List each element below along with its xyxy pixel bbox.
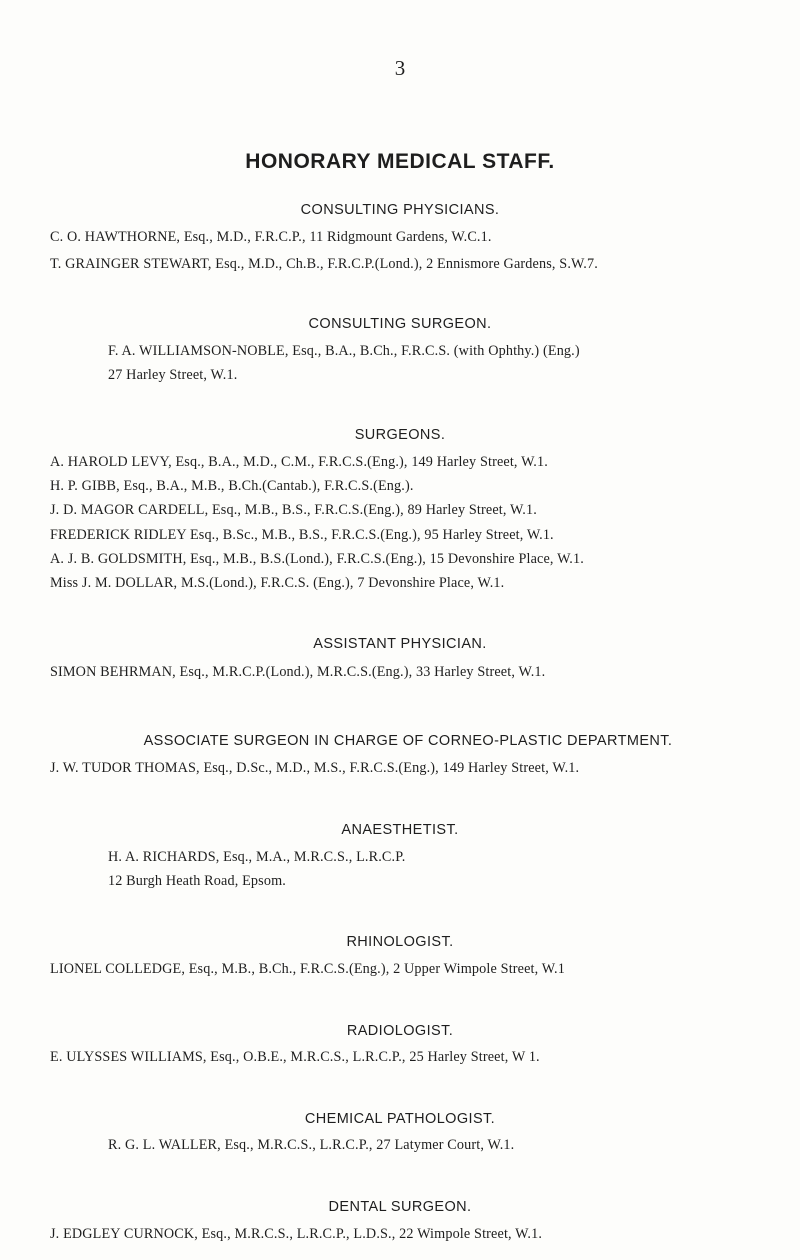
staff-entry: C. O. HAWTHORNE, Esq., M.D., F.R.C.P., 11 Ridgmount Gardens, W.C.1.: [50, 229, 492, 245]
staff-entry: A. J. B. GOLDSMITH, Esq., M.B., B.S.(Lond.), F.R.C.S.(Eng.), 15 Devonshire Place, W.1.: [50, 551, 584, 567]
staff-entry: LIONEL COLLEDGE, Esq., M.B., B.Ch., F.R.C.S.(Eng.), 2 Upper Wimpole Street, W.1: [50, 961, 565, 977]
staff-entry: J. D. MAGOR CARDELL, Esq., M.B., B.S., F.R.C.S.(Eng.), 89 Harley Street, W.1.: [50, 502, 537, 518]
staff-entry: Miss J. M. DOLLAR, M.S.(Lond.), F.R.C.S. (Eng.), 7 Devonshire Place, W.1.: [50, 575, 505, 591]
staff-address: 27 Harley Street, W.1.: [108, 367, 238, 383]
section-heading-rhinologist: RHINOLOGIST.: [346, 934, 454, 950]
staff-entry: H. P. GIBB, Esq., B.A., M.B., B.Ch.(Cantab.), F.R.C.S.(Eng.).: [50, 478, 414, 494]
section-heading-consulting-physicians: CONSULTING PHYSICIANS.: [300, 202, 500, 218]
staff-entry: H. A. RICHARDS, Esq., M.A., M.R.C.S., L.R.C.P.: [108, 849, 406, 865]
section-heading-dental-surgeon: DENTAL SURGEON.: [328, 1199, 472, 1215]
section-heading-consulting-surgeon: CONSULTING SURGEON.: [308, 316, 492, 332]
section-heading-surgeons: SURGEONS.: [354, 427, 446, 443]
staff-entry: J. EDGLEY CURNOCK, Esq., M.R.C.S., L.R.C.P., L.D.S., 22 Wimpole Street, W.1.: [50, 1226, 543, 1242]
staff-entry: SIMON BEHRMAN, Esq., M.R.C.P.(Lond.), M.R.C.S.(Eng.), 33 Harley Street, W.1.: [50, 664, 546, 680]
staff-entry: E. ULYSSES WILLIAMS, Esq., O.B.E., M.R.C.S., L.R.C.P., 25 Harley Street, W 1.: [50, 1049, 540, 1065]
page-number: 3: [394, 56, 406, 80]
section-heading-radiologist: RADIOLOGIST.: [346, 1023, 454, 1039]
page-title: HONORARY MEDICAL STAFF.: [245, 150, 555, 173]
section-heading-assistant-physician: ASSISTANT PHYSICIAN.: [313, 636, 487, 652]
staff-entry: T. GRAINGER STEWART, Esq., M.D., Ch.B., F.R.C.P.(Lond.), 2 Ennismore Gardens, S.W.7.: [50, 256, 598, 272]
staff-entry: J. W. TUDOR THOMAS, Esq., D.Sc., M.D., M.S., F.R.C.S.(Eng.), 149 Harley Street, W.1.: [50, 760, 580, 776]
staff-entry: F. A. WILLIAMSON-NOBLE, Esq., B.A., B.Ch., F.R.C.S. (with Ophthy.) (Eng.): [108, 343, 580, 359]
staff-address: 12 Burgh Heath Road, Epsom.: [108, 873, 286, 889]
section-heading-anaesthetist: ANAESTHETIST.: [341, 822, 459, 838]
staff-entry: FREDERICK RIDLEY Esq., B.Sc., M.B., B.S., F.R.C.S.(Eng.), 95 Harley Street, W.1.: [50, 527, 554, 543]
section-heading-chemical-pathologist: CHEMICAL PATHOLOGIST.: [304, 1111, 496, 1127]
staff-entry: A. HAROLD LEVY, Esq., B.A., M.D., C.M., F.R.C.S.(Eng.), 149 Harley Street, W.1.: [50, 454, 548, 470]
staff-entry: R. G. L. WALLER, Esq., M.R.C.S., L.R.C.P., 27 Latymer Court, W.1.: [108, 1137, 515, 1153]
section-heading-associate-surgeon: ASSOCIATE SURGEON IN CHARGE OF CORNEO-PLASTIC DEPARTMENT.: [143, 733, 673, 749]
